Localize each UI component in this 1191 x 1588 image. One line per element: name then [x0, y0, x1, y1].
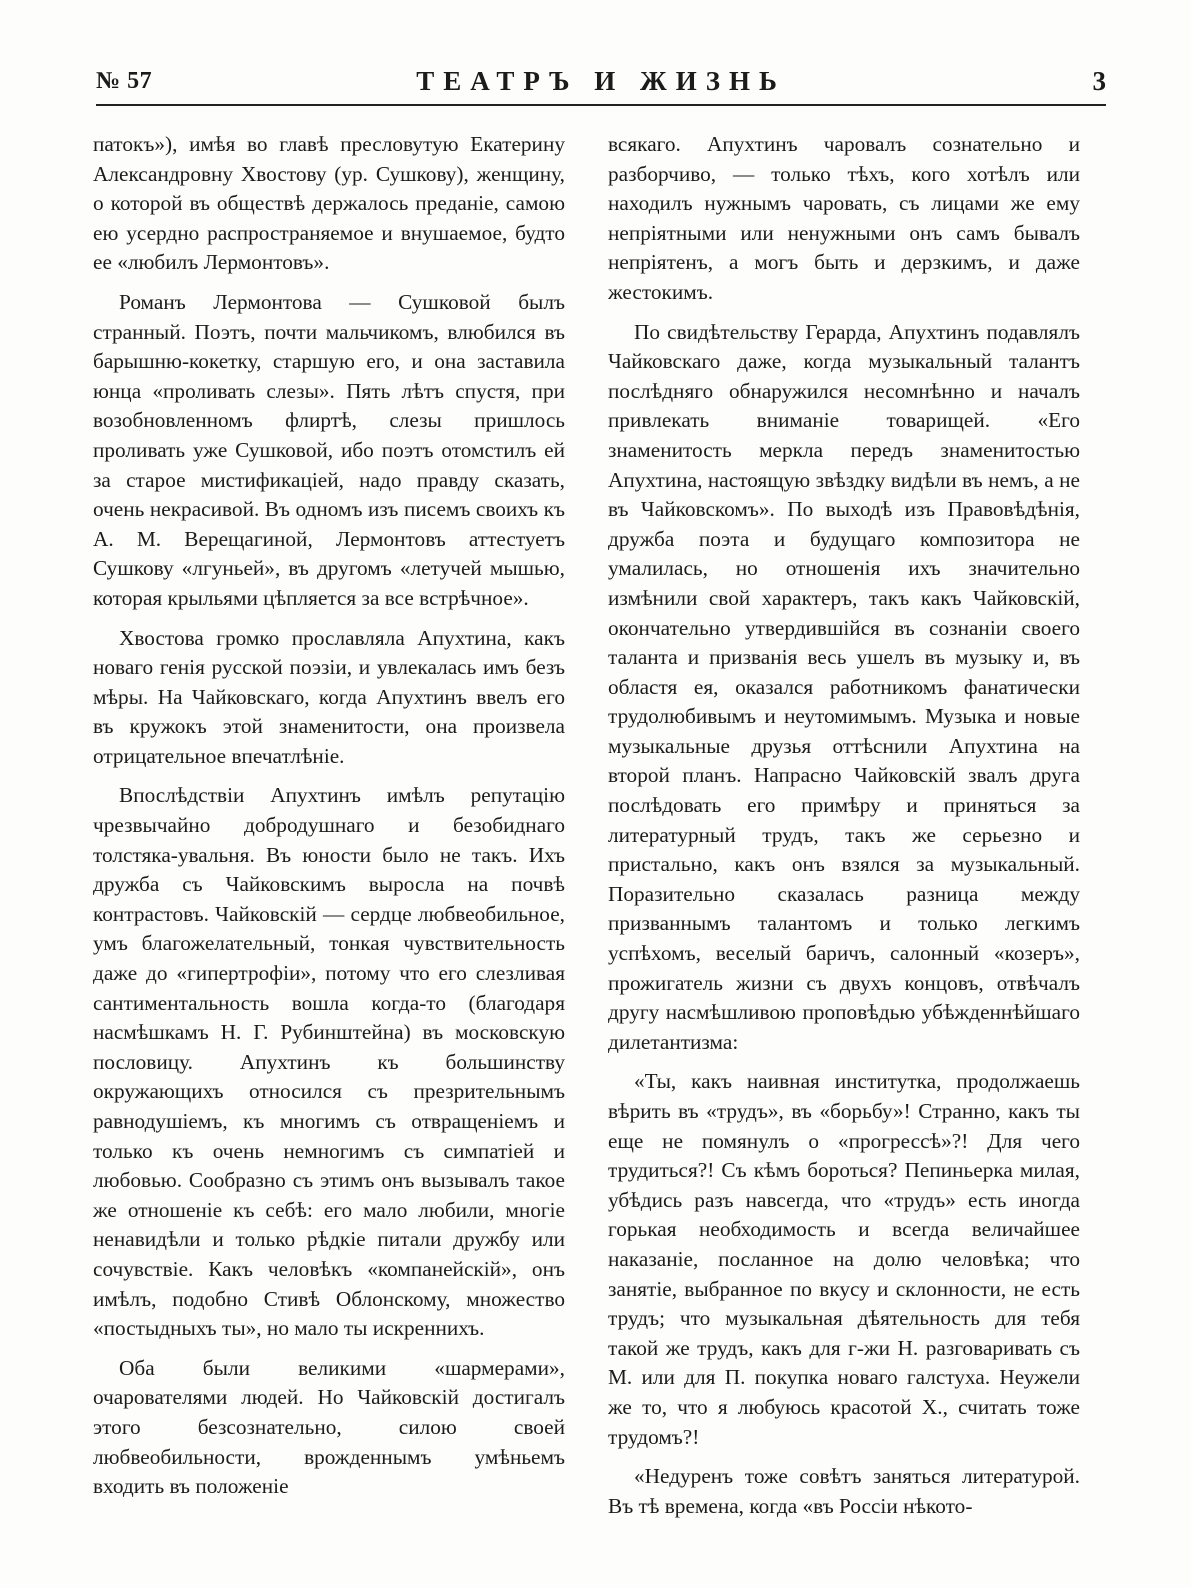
issue-number: № 57: [96, 68, 153, 94]
left-column: [93, 130, 565, 1512]
page-number: 3: [1092, 66, 1106, 96]
paragraph: «Недуренъ тоже совѣтъ заняться литературой. Въ тѣ времена, когда «въ Россіи нѣкото-: [608, 1464, 1080, 1518]
right-column: [608, 130, 1080, 1531]
paragraph: патокъ»), имѣя во главѣ пресловутую Екатерину Александровну Хвостову (ур. Сушкову), женщину, о которой въ обществѣ держалось преданіе, самою ею усердно распространяемое и внушаемое, будто ее «любилъ Лермонтовъ».: [93, 132, 565, 275]
paragraph: «Ты, какъ наивная институтка, продолжаешь вѣрить въ «трудъ», въ «борьбу»! Странно, какъ ты еще не помянулъ о «прогрессѣ»?! Для чего трудиться?! Съ кѣмъ бороться? Пепиньерка милая, убѣдись разъ навсегда, что «трудъ» есть иногда горькая необходимость и всегда величайшее наказаніе, посланное на долю человѣка; что занятіе, выбранное по вкусу и склонности, не есть трудъ; что музыкальная дѣятельность для тебя такой же трудъ, какъ для г-жи Н. разговаривать съ М. или для П. покупка новаго галстуха. Неужели же то, что я любуюсь красотой Х., считать тоже трудомъ?!: [608, 1069, 1080, 1449]
paragraph: Оба были великими «шармерами», очарователями людей. Но Чайковскій достигалъ этого безсознательно, силою своей любвеобильности, врожденнымъ умѣньемъ входить въ положеніе: [93, 1355, 565, 1499]
paragraph: По свидѣтельству Герарда, Апухтинъ подавлялъ Чайковскаго даже, когда музыкальный талантъ послѣдняго обнаружился несомнѣнно и началъ привлекать вниманіе товарищей. «Его знаменитость меркла передъ знаменитостью Апухтина, настоящую звѣздку видѣли въ немъ, а не въ Чайковскомъ». По выходѣ изъ Правовѣдѣнія, дружба поэта и будущаго композитора не умалилась, но отношенія ихъ значительно измѣнили свой характеръ, такъ какъ Чайковскій, окончательно утвердившійся въ сознаніи своего таланта и призванія весь ушелъ въ музыку и, въ областя ея, оказался работникомъ фанатически трудолюбивымъ и неутомимымъ. Музыка и новые музыкальные друзья оттѣснили Апухтина на второй планъ. Напрасно Чайковскій звалъ друга послѣдовать его примѣру и приняться за литературный трудъ, такъ же серьезно и пристально, какъ онъ взялся за музыкальный. Поразительно сказалась разница между призваннымъ талантомъ и только легкимъ успѣхомъ, веселый баричъ, салонный «козеръ», прожигатель жизни съ двухъ концовъ, отвѣчалъ другу насмѣшливою проповѣдью убѣжденнѣйшаго дилетантизма:: [608, 319, 1080, 1054]
page-header: [96, 62, 1106, 106]
paragraph: Впослѣдствіи Апухтинъ имѣлъ репутацію чрезвычайно добродушнаго и безобиднаго толстяка-увальня. Въ юности было не такъ. Ихъ дружба съ Чайковскимъ выросла на почвѣ контрастовъ. Чайковскій — сердце любвеобильное, умъ благожелательный, тонкая чувствительность даже до «гипертрофіи», потому что его слезливая сантиментальность вошла когда-то (благодаря насмѣшкамъ Н. Г. Рубинштейна) въ московскую пословицу. Апухтинъ къ большинству окружающихъ относился съ презрительнымъ равнодушіемъ, къ многимъ съ отвращеніемъ и только къ очень немногимъ съ симпатіей и любовью. Сообразно съ этимъ онъ вызывалъ такое же отношеніе къ себѣ: его мало любили, многіе ненавидѣли и только рѣдкіе питали дружбу или сочувствіе. Какъ человѣкъ «компанейскій», онъ имѣлъ, подобно Стивѣ Облонскому, множество «постыдныхъ ты», но мало ты искреннихъ.: [93, 783, 565, 1341]
publication-title: ТЕАТРЪ И ЖИЗНЬ: [416, 66, 786, 96]
paragraph: Хвостова громко прославляла Апухтина, какъ новаго генія русской поэзіи, и увлекалась имъ безъ мѣры. На Чайковскаго, когда Апухтинъ ввелъ его въ кружокъ этой знаменитости, она произвела отрицательное впечатлѣніе.: [93, 625, 565, 768]
paragraph: всякаго. Апухтинъ чаровалъ сознательно и разборчиво, — только тѣхъ, кого хотѣлъ или находилъ нужнымъ чаровать, съ лицами же ему непріятными или ненужными онъ самъ бывалъ непріятенъ, а могъ быть и дерзкимъ, и даже жестокимъ.: [608, 132, 1080, 304]
paragraph: Романъ Лермонтова — Сушковой былъ странный. Поэтъ, почти мальчикомъ, влюбился въ барышню-кокетку, старшую его, и она заставила юнца «проливать слезы». Пять лѣтъ спустя, при возобновленномъ флиртѣ, слезы пришлось проливать уже Сушковой, ибо поэтъ отомстилъ ей за старое мистификацiей, надо правду сказать, очень некрасивой. Въ одномъ изъ писемъ своихъ къ А. М. Верещагиной, Лермонтовъ аттестуетъ Сушкову «лгуньей», въ другомъ «летучей мышью, которая крыльями цѣпляется за все встрѣчное».: [93, 289, 565, 610]
